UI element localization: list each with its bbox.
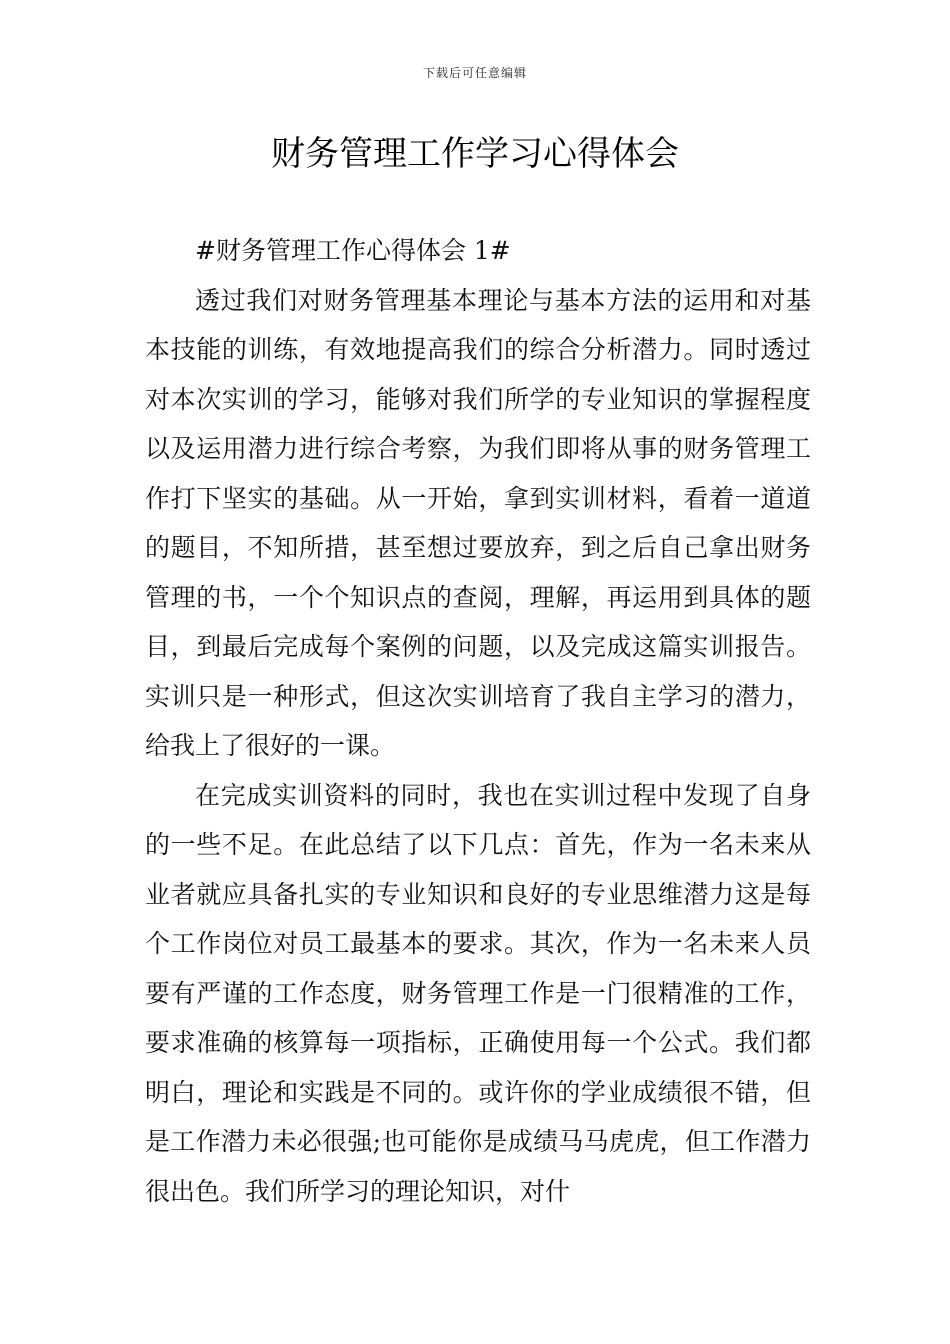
document-body <box>145 226 811 1216</box>
paragraph-1: 透过我们对财务管理基本理论与基本方法的运用和对基本技能的训练，有效地提高我们的综合分析潜力。同时透过对本次实训的学习，能够对我们所学的专业知识的掌握程度以及运用潜力进行综合考察，为我们即将从事的财务管理工作打下坚实的基础。从一开始，拿到实训材料，看着一道道的题目，不知所措，甚至想过要放弃，到之后自己拿出财务管理的书，一个个知识点的查阅，理解，再运用到具体的题目，到最后完成每个案例的问题，以及完成这篇实训报告。实训只是一种形式，但这次实训培育了我自主学习的潜力，给我上了很好的一课。 <box>145 285 811 760</box>
section-heading: #财务管理工作心得体会 1# <box>195 236 511 265</box>
document-title: 财务管理工作学习心得体会 <box>271 134 679 174</box>
paragraph-2: 在完成实训资料的同时，我也在实训过程中发现了自身的一些不足。在此总结了以下几点：首先，作为一名未来从业者就应具备扎实的专业知识和良好的专业思维潜力这是每个工作岗位对员工最基本的要求。其次，作为一名未来人员要有严谨的工作态度，财务管理工作是一门很精准的工作，要求准确的核算每一项指标，正确使用每一个公式。我们都明白，理论和实践是不同的。或许你的学业成绩很不错，但是工作潜力未必很强;也可能你是成绩马马虎虎，但工作潜力很出色。我们所学习的理论知识，对什 <box>145 780 811 1206</box>
download-note: 下载后可任意编辑 <box>422 66 527 80</box>
